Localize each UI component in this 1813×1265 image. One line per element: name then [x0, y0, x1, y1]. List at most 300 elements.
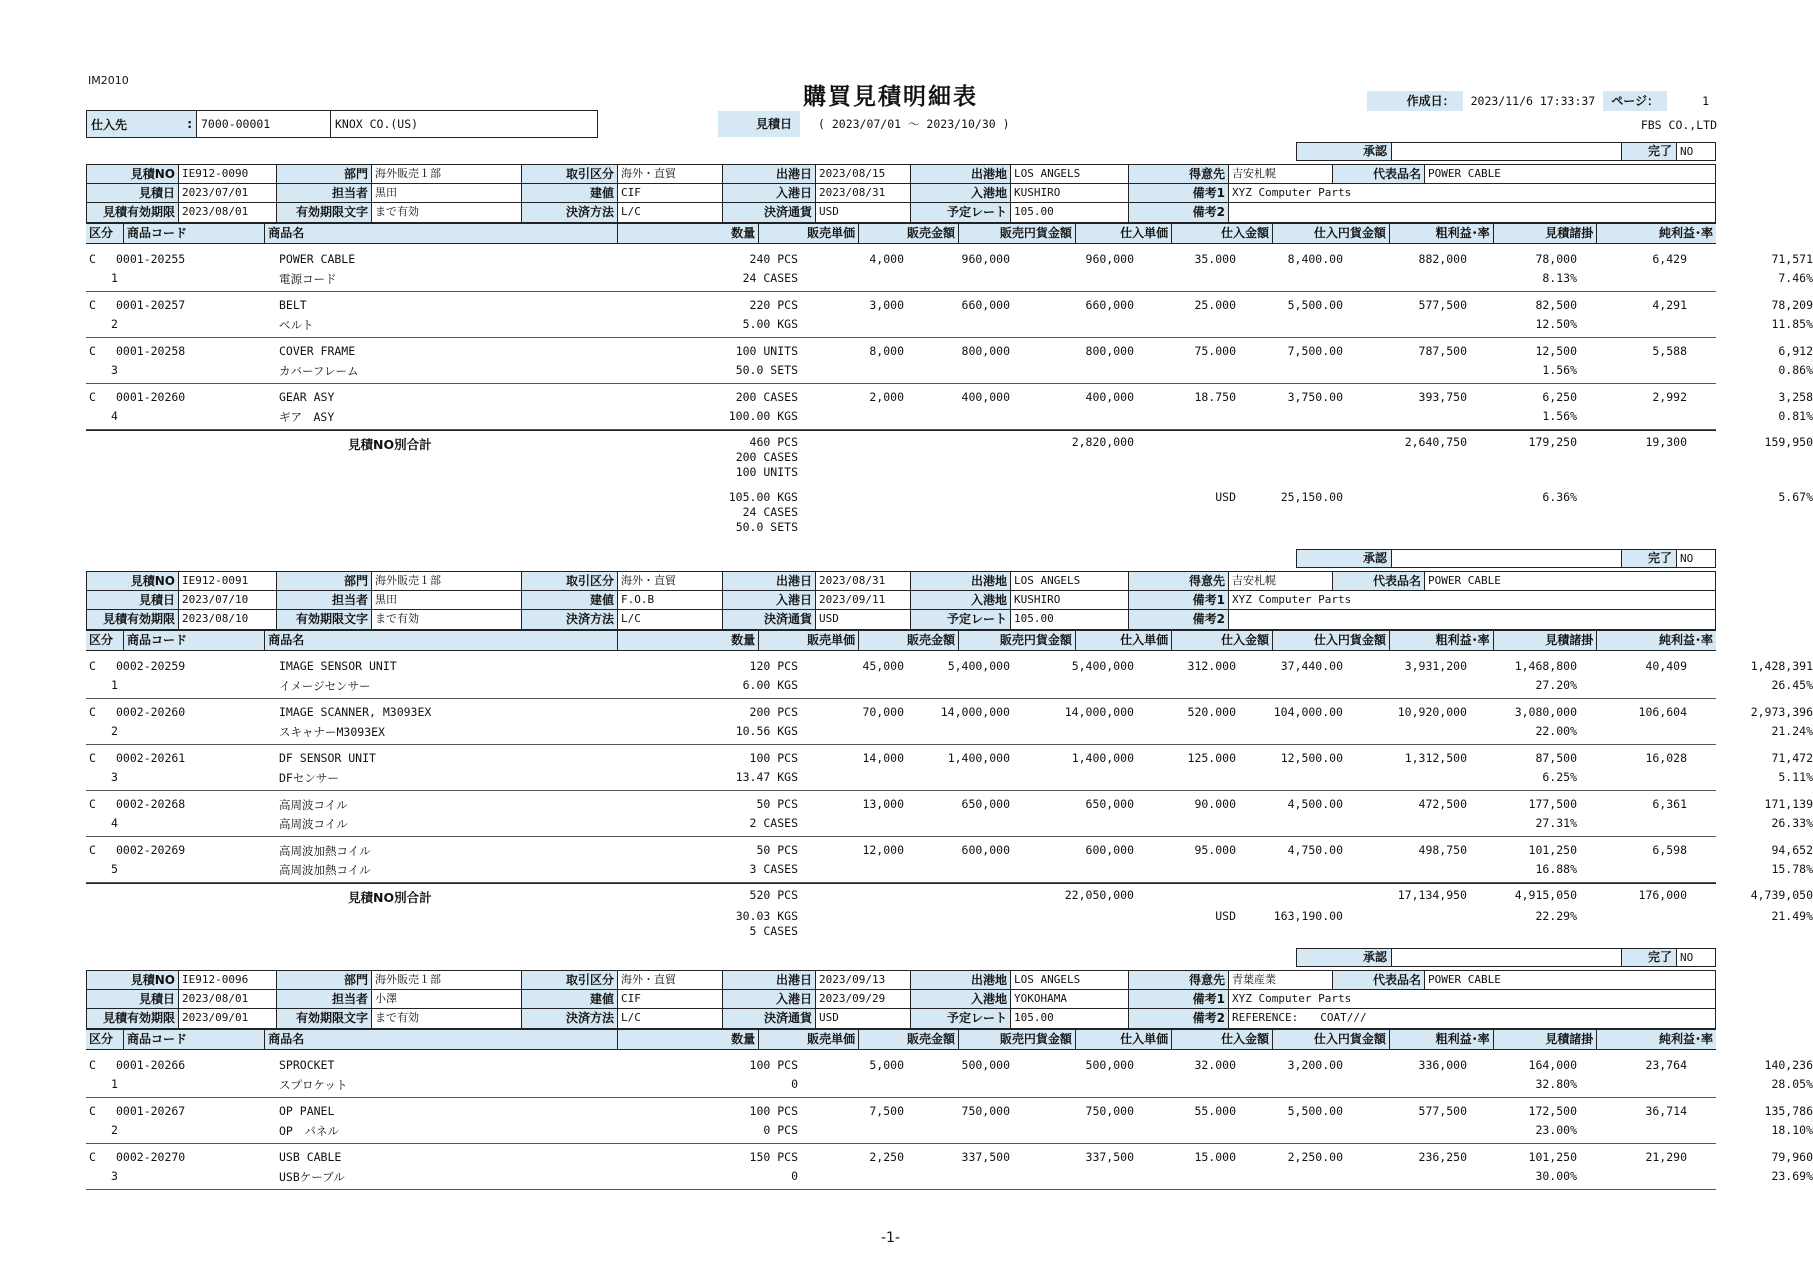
item-sale-price: 7,500 — [869, 1104, 904, 1118]
item-charges: 6,598 — [1652, 843, 1687, 857]
item-cost-amount: 5,500.00 — [1287, 1104, 1343, 1118]
report-meta — [1367, 91, 1717, 111]
item-sale-amount: 1,400,000 — [947, 751, 1010, 765]
valid-text-value: まで有効 — [372, 203, 522, 222]
item-net-rate: 11.85% — [1771, 317, 1813, 331]
item-gross-rate: 22.00% — [1535, 724, 1577, 738]
item-code: 0001-20260 — [116, 390, 186, 404]
item-net-profit: 135,786 — [1764, 1104, 1813, 1118]
item-gross-profit: 78,000 — [1535, 252, 1577, 266]
page-label: ページ： — [1603, 91, 1667, 111]
item-gross-profit: 6,250 — [1542, 390, 1577, 404]
valid_text-label: 有効期限文字 — [277, 610, 372, 629]
arrive_port-label: 入港地 — [911, 184, 1011, 202]
item-quantity: 100 PCS — [749, 1104, 798, 1118]
item-cost-amount: 4,750.00 — [1287, 843, 1343, 857]
item-sale-price: 45,000 — [862, 659, 904, 673]
payment-label: 決済方法 — [522, 203, 618, 222]
payment-label: 決済方法 — [522, 610, 618, 629]
depart-date-value: 2023/08/31 — [816, 572, 911, 590]
item-gross-rate: 1.56% — [1542, 409, 1577, 423]
subtotal-gross-profit: 179,250 — [1528, 435, 1577, 449]
customer-value: 青葉産業 — [1229, 971, 1333, 989]
price_term-label: 建値 — [522, 990, 618, 1008]
quote-date-value: 2023/08/01 — [179, 990, 277, 1008]
item-quantity-2: 5.00 KGS — [742, 317, 798, 331]
item-quantity-2: 0 — [791, 1077, 798, 1091]
item-sale-amount: 650,000 — [961, 797, 1010, 811]
quote_no-label: 見積NO — [87, 165, 179, 183]
item-gross-profit: 172,500 — [1528, 1104, 1577, 1118]
subtotal-cost-yen: 17,134,950 — [1397, 888, 1467, 902]
subtotal-quantity-2: 5 CASES — [749, 924, 798, 938]
info-row — [87, 184, 1715, 203]
item-gross-rate: 16.88% — [1535, 862, 1577, 876]
table-row — [86, 246, 1813, 292]
item-kubun: C — [89, 344, 96, 358]
customer-label: 得意先 — [1129, 165, 1229, 183]
supplier-colon: : — [187, 117, 192, 131]
item-name: BELT — [279, 298, 307, 312]
rate-value: 105.00 — [1011, 610, 1129, 629]
quote_no-label: 見積NO — [87, 971, 179, 989]
period-value: ( 2023/07/01 〜 2023/10/30 ) — [818, 117, 1010, 131]
item-net-rate: 18.10% — [1771, 1123, 1813, 1137]
company-name: FBS CO.,LTD — [1640, 118, 1717, 132]
item-quantity: 50 PCS — [756, 797, 798, 811]
item-gross-rate: 27.31% — [1535, 816, 1577, 830]
valid-until-value: 2023/08/01 — [179, 203, 277, 222]
rate-label: 予定レート — [911, 1009, 1011, 1028]
item-line-no: 4 — [111, 816, 118, 830]
rate-value: 105.00 — [1011, 1009, 1129, 1028]
item-quantity-2: 0 PCS — [763, 1123, 798, 1137]
item-sale-price: 70,000 — [862, 705, 904, 719]
note1-value: XYZ Computer Parts — [1232, 992, 1352, 1005]
subtotal-block — [86, 430, 1813, 550]
item-code: 0002-20259 — [116, 659, 186, 673]
item-net-profit: 94,652 — [1771, 843, 1813, 857]
column-header: 仕入金額 — [1172, 224, 1273, 243]
dept-value: 海外販売１部 — [372, 165, 522, 183]
item-net-rate: 5.11% — [1778, 770, 1813, 784]
item-sale-yen: 750,000 — [1085, 1104, 1134, 1118]
item-cost-price: 35.000 — [1194, 252, 1236, 266]
currency-value: USD — [816, 1009, 911, 1028]
subtotal-cost-amount: 25,150.00 — [1280, 490, 1343, 504]
item-sale-yen: 500,000 — [1085, 1058, 1134, 1072]
subtotal-net-profit: 159,950 — [1764, 435, 1813, 449]
item-quantity-2: 13.47 KGS — [735, 770, 798, 784]
item-sale-amount: 337,500 — [961, 1150, 1010, 1164]
column-header: 販売単価 — [759, 1030, 859, 1049]
column-header: 商品コード — [124, 224, 265, 243]
items-table-header — [86, 223, 1716, 244]
depart_date-label: 出港日 — [723, 572, 816, 590]
item-name-jp: 高周波加熱コイル — [279, 863, 371, 877]
arrive-date-value: 2023/09/11 — [816, 591, 911, 609]
item-name: POWER CABLE — [279, 252, 356, 266]
rate-label: 予定レート — [911, 203, 1011, 222]
complete-value: NO — [1680, 145, 1694, 158]
arrive_date-label: 入港日 — [723, 184, 816, 202]
price-term-value: CIF — [618, 990, 723, 1008]
subtotal-quantities-2 — [654, 909, 798, 939]
item-gross-rate: 12.50% — [1535, 317, 1577, 331]
quote-date-value: 2023/07/10 — [179, 591, 277, 609]
item-sale-yen: 600,000 — [1085, 843, 1134, 857]
item-gross-profit: 87,500 — [1535, 751, 1577, 765]
note1-label: 備考1 — [1129, 591, 1229, 609]
item-charges: 40,409 — [1645, 659, 1687, 673]
item-charges: 106,604 — [1638, 705, 1687, 719]
subtotal-quantity-2: 24 CASES — [742, 505, 798, 519]
column-header: 純利益･率 — [1658, 226, 1713, 240]
depart-port-value: LOS ANGELS — [1011, 165, 1129, 183]
item-name-jp: OP パネル — [279, 1124, 339, 1138]
item-gross-profit: 101,250 — [1528, 1150, 1577, 1164]
dept-value: 海外販売１部 — [372, 971, 522, 989]
column-header: 仕入円貨金額 — [1273, 224, 1390, 243]
payment-value: L/C — [618, 1009, 723, 1028]
customer-value: 吉安札幌 — [1229, 572, 1333, 590]
column-header: 見積諸掛 — [1494, 1030, 1598, 1049]
item-line-no: 2 — [111, 1123, 118, 1137]
note2-value — [1229, 610, 1715, 629]
item-kubun: C — [89, 797, 96, 811]
depart-date-value: 2023/09/13 — [816, 971, 911, 989]
person-value: 黒田 — [372, 591, 522, 609]
subtotal-net-rate: 5.67% — [1778, 490, 1813, 504]
payment-value: L/C — [618, 610, 723, 629]
item-sale-amount: 960,000 — [961, 252, 1010, 266]
trade_type-label: 取引区分 — [522, 165, 618, 183]
item-sale-yen: 5,400,000 — [1071, 659, 1134, 673]
item-sale-amount: 600,000 — [961, 843, 1010, 857]
subtotal-quantity-2: 30.03 KGS — [735, 909, 798, 923]
item-cost-price: 55.000 — [1194, 1104, 1236, 1118]
column-header: 純利益･率 — [1658, 1032, 1713, 1046]
subtotal-currency: USD — [1215, 490, 1236, 504]
customer-label: 得意先 — [1129, 572, 1229, 590]
item-quantity: 100 PCS — [749, 1058, 798, 1072]
item-name-jp: 電源コード — [279, 272, 337, 286]
item-gross-rate: 23.00% — [1535, 1123, 1577, 1137]
arrive-port-value: YOKOHAMA — [1011, 990, 1129, 1008]
note2-value — [1229, 203, 1715, 222]
item-charges: 2,992 — [1652, 390, 1687, 404]
column-header: 販売単価 — [759, 631, 859, 650]
quote-no-value: IE912-0090 — [179, 165, 277, 183]
item-cost-amount: 4,500.00 — [1287, 797, 1343, 811]
table-row — [86, 384, 1813, 430]
item-cost-yen: 3,931,200 — [1404, 659, 1467, 673]
item-kubun: C — [89, 843, 96, 857]
arrive-date-value: 2023/08/31 — [816, 184, 911, 202]
item-sale-price: 13,000 — [862, 797, 904, 811]
subtotal-gross-rate: 6.36% — [1542, 490, 1577, 504]
supplier-name: KNOX CO.(US) — [335, 117, 419, 131]
subtotal-charges: 176,000 — [1638, 888, 1687, 902]
subtotal-quantity: 200 CASES — [735, 450, 798, 464]
currency-label: 決済通貨 — [723, 203, 816, 222]
dept-label: 部門 — [277, 971, 372, 989]
approve-label: 承認 — [1297, 550, 1392, 567]
rep-item-value: POWER CABLE — [1428, 973, 1501, 986]
item-cost-amount: 3,200.00 — [1287, 1058, 1343, 1072]
approve-value[interactable] — [1392, 143, 1622, 160]
item-net-profit: 3,258 — [1778, 390, 1813, 404]
column-header: 仕入金額 — [1172, 631, 1273, 650]
item-cost-amount: 2,250.00 — [1287, 1150, 1343, 1164]
subtotal-net-profit: 4,739,050 — [1750, 888, 1813, 902]
item-quantity: 150 PCS — [749, 1150, 798, 1164]
subtotal-quantities — [654, 435, 798, 480]
item-sale-amount: 800,000 — [961, 344, 1010, 358]
subtotal-net-rate: 21.49% — [1771, 909, 1813, 923]
item-charges: 6,361 — [1652, 797, 1687, 811]
item-cost-yen: 336,000 — [1418, 1058, 1467, 1072]
depart_port-label: 出港地 — [911, 971, 1011, 989]
item-name: IMAGE SCANNER, M3093EX — [279, 705, 432, 719]
complete-value: NO — [1680, 951, 1694, 964]
column-header: 区分 — [86, 224, 124, 243]
item-cost-price: 520.000 — [1187, 705, 1236, 719]
supplier-code: 7000-00001 — [197, 111, 331, 137]
currency-label: 決済通貨 — [723, 1009, 816, 1028]
arrive_date-label: 入港日 — [723, 591, 816, 609]
column-header: 販売金額 — [859, 1030, 959, 1049]
depart-date-value: 2023/08/15 — [816, 165, 911, 183]
item-code: 0001-20258 — [116, 344, 186, 358]
page-value: 1 — [1702, 94, 1709, 108]
item-line-no: 1 — [111, 1077, 118, 1091]
item-name: COVER FRAME — [279, 344, 356, 358]
column-header: 仕入円貨金額 — [1273, 1030, 1390, 1049]
item-charges: 36,714 — [1645, 1104, 1687, 1118]
supplier-label: 仕入先 — [91, 117, 128, 132]
item-name-jp: ベルト — [279, 318, 314, 332]
valid_until-label: 見積有効期限 — [87, 1009, 179, 1028]
item-net-rate: 23.69% — [1771, 1169, 1813, 1183]
column-header: 数量 — [618, 1030, 759, 1049]
payment-value: L/C — [618, 203, 723, 222]
column-header: 販売金額 — [859, 631, 959, 650]
item-net-profit: 78,209 — [1771, 298, 1813, 312]
item-sale-price: 2,250 — [869, 1150, 904, 1164]
item-net-rate: 28.05% — [1771, 1077, 1813, 1091]
arrive-port-value: KUSHIRO — [1011, 184, 1129, 202]
item-sale-price: 12,000 — [862, 843, 904, 857]
item-sale-price: 5,000 — [869, 1058, 904, 1072]
column-header: 粗利益･率 — [1390, 224, 1494, 243]
item-code: 0002-20261 — [116, 751, 186, 765]
item-sale-amount: 500,000 — [961, 1058, 1010, 1072]
dept-value: 海外販売１部 — [372, 572, 522, 590]
item-name-jp: DFセンサー — [279, 771, 339, 785]
item-cost-amount: 7,500.00 — [1287, 344, 1343, 358]
depart_port-label: 出港地 — [911, 165, 1011, 183]
valid-text-value: まで有効 — [372, 1009, 522, 1028]
item-net-profit: 71,571 — [1771, 252, 1813, 266]
column-header: 商品名 — [265, 631, 618, 650]
quote-info-grid — [86, 970, 1716, 1029]
item-kubun: C — [89, 252, 96, 266]
subtotal-gross-profit: 4,915,050 — [1514, 888, 1577, 902]
column-header: 粗利益･率 — [1390, 631, 1494, 650]
quote-info-grid — [86, 164, 1716, 223]
supplier-label-cell — [87, 111, 197, 137]
item-net-rate: 21.24% — [1771, 724, 1813, 738]
item-gross-rate: 6.25% — [1542, 770, 1577, 784]
note2-label: 備考2 — [1129, 1009, 1229, 1028]
item-gross-profit: 82,500 — [1535, 298, 1577, 312]
customer-label: 得意先 — [1129, 971, 1229, 989]
item-line-no: 3 — [111, 363, 118, 377]
created-value: 2023/11/6 17:33:37 — [1470, 94, 1596, 108]
item-cost-amount: 37,440.00 — [1280, 659, 1343, 673]
item-sale-yen: 1,400,000 — [1071, 751, 1134, 765]
subtotal-quantity: 520 PCS — [749, 888, 798, 902]
approve-value[interactable] — [1392, 550, 1622, 567]
column-header: 数量 — [618, 631, 759, 650]
item-name-jp: ギア ASY — [279, 410, 335, 424]
item-cost-amount: 3,750.00 — [1287, 390, 1343, 404]
column-header: 見積諸掛 — [1494, 224, 1598, 243]
item-sale-yen: 660,000 — [1085, 298, 1134, 312]
column-header: 純利益･率 — [1658, 633, 1713, 647]
item-cost-yen: 577,500 — [1418, 1104, 1467, 1118]
note2-value: REFERENCE: COAT/// — [1232, 1011, 1367, 1024]
item-sale-yen: 14,000,000 — [1064, 705, 1134, 719]
item-line-no: 5 — [111, 862, 118, 876]
subtotal-quantity: 460 PCS — [749, 435, 798, 449]
item-sale-amount: 400,000 — [961, 390, 1010, 404]
page-footer: -1- — [880, 1230, 900, 1246]
item-kubun: C — [89, 1150, 96, 1164]
valid-until-value: 2023/08/10 — [179, 610, 277, 629]
valid-until-value: 2023/09/01 — [179, 1009, 277, 1028]
price_term-label: 建値 — [522, 184, 618, 202]
subtotal-currency: USD — [1215, 909, 1236, 923]
table-row — [86, 699, 1813, 745]
item-line-no: 3 — [111, 1169, 118, 1183]
arrive-port-value: KUSHIRO — [1011, 591, 1129, 609]
trade_type-label: 取引区分 — [522, 971, 618, 989]
item-code: 0001-20255 — [116, 252, 186, 266]
item-name: GEAR ASY — [279, 390, 335, 404]
item-net-rate: 26.33% — [1771, 816, 1813, 830]
item-sale-price: 4,000 — [869, 252, 904, 266]
item-cost-amount: 12,500.00 — [1280, 751, 1343, 765]
item-net-rate: 0.81% — [1778, 409, 1813, 423]
info-row — [87, 591, 1715, 610]
item-charges: 4,291 — [1652, 298, 1687, 312]
item-quantity: 200 PCS — [749, 705, 798, 719]
subtotal-label: 見積NO別合計 — [348, 890, 432, 905]
column-header: 販売円貨金額 — [959, 631, 1076, 650]
table-row — [86, 837, 1813, 883]
item-net-rate: 26.45% — [1771, 678, 1813, 692]
item-name: SPROCKET — [279, 1058, 335, 1072]
subtotal-gross-rate: 22.29% — [1535, 909, 1577, 923]
items-table-header — [86, 630, 1716, 651]
item-quantity: 200 CASES — [735, 390, 798, 404]
report-title: 購買見積明細表 — [803, 84, 978, 110]
item-net-profit: 171,139 — [1764, 797, 1813, 811]
depart_date-label: 出港日 — [723, 165, 816, 183]
currency-value: USD — [816, 610, 911, 629]
item-charges: 23,764 — [1645, 1058, 1687, 1072]
item-code: 0002-20270 — [116, 1150, 186, 1164]
column-header: 販売単価 — [759, 224, 859, 243]
subtotal-charges: 19,300 — [1645, 435, 1687, 449]
column-header: 仕入単価 — [1076, 224, 1172, 243]
item-gross-profit: 164,000 — [1528, 1058, 1577, 1072]
item-cost-yen: 472,500 — [1418, 797, 1467, 811]
item-quantity: 100 UNITS — [735, 344, 798, 358]
quote-period — [718, 111, 1010, 137]
info-row — [87, 1009, 1715, 1028]
item-line-no: 2 — [111, 724, 118, 738]
arrive_port-label: 入港地 — [911, 990, 1011, 1008]
item-line-no: 1 — [111, 271, 118, 285]
item-gross-profit: 177,500 — [1528, 797, 1577, 811]
item-name: OP PANEL — [279, 1104, 335, 1118]
item-cost-price: 32.000 — [1194, 1058, 1236, 1072]
item-cost-price: 125.000 — [1187, 751, 1236, 765]
approve-value[interactable] — [1392, 949, 1622, 966]
item-sale-price: 2,000 — [869, 390, 904, 404]
note2-label: 備考2 — [1129, 203, 1229, 222]
item-name: DF SENSOR UNIT — [279, 751, 376, 765]
item-gross-rate: 32.80% — [1535, 1077, 1577, 1091]
currency-value: USD — [816, 203, 911, 222]
item-code: 0002-20260 — [116, 705, 186, 719]
rep_item-label: 代表品名 — [1333, 971, 1425, 989]
item-quantity: 220 PCS — [749, 298, 798, 312]
item-net-profit: 1,428,391 — [1750, 659, 1813, 673]
info-row — [87, 572, 1715, 591]
item-name-jp: スキャナーM3093EX — [279, 725, 385, 739]
note2-label: 備考2 — [1129, 610, 1229, 629]
trade-type-value: 海外・直貿 — [618, 572, 723, 590]
item-quantity: 100 PCS — [749, 751, 798, 765]
column-header: 仕入単価 — [1076, 1030, 1172, 1049]
column-header: 区分 — [86, 631, 124, 650]
item-gross-rate: 1.56% — [1542, 363, 1577, 377]
item-kubun: C — [89, 298, 96, 312]
rep_item-label: 代表品名 — [1333, 165, 1425, 183]
item-quantity-2: 2 CASES — [749, 816, 798, 830]
quote-no-value: IE912-0091 — [179, 572, 277, 590]
created-label: 作成日： — [1367, 91, 1463, 111]
item-cost-amount: 5,500.00 — [1287, 298, 1343, 312]
item-cost-price: 95.000 — [1194, 843, 1236, 857]
approval-row — [1296, 549, 1716, 568]
column-header: 数量 — [618, 224, 759, 243]
quote_no-label: 見積NO — [87, 572, 179, 590]
item-name: IMAGE SENSOR UNIT — [279, 659, 397, 673]
item-name-jp: スプロケット — [279, 1078, 348, 1092]
trade_type-label: 取引区分 — [522, 572, 618, 590]
item-sale-yen: 337,500 — [1085, 1150, 1134, 1164]
rep_item-label: 代表品名 — [1333, 572, 1425, 590]
item-sale-yen: 400,000 — [1085, 390, 1134, 404]
item-cost-amount: 104,000.00 — [1273, 705, 1343, 719]
subtotal-quantity: 100 UNITS — [735, 465, 798, 479]
item-sale-amount: 14,000,000 — [940, 705, 1010, 719]
